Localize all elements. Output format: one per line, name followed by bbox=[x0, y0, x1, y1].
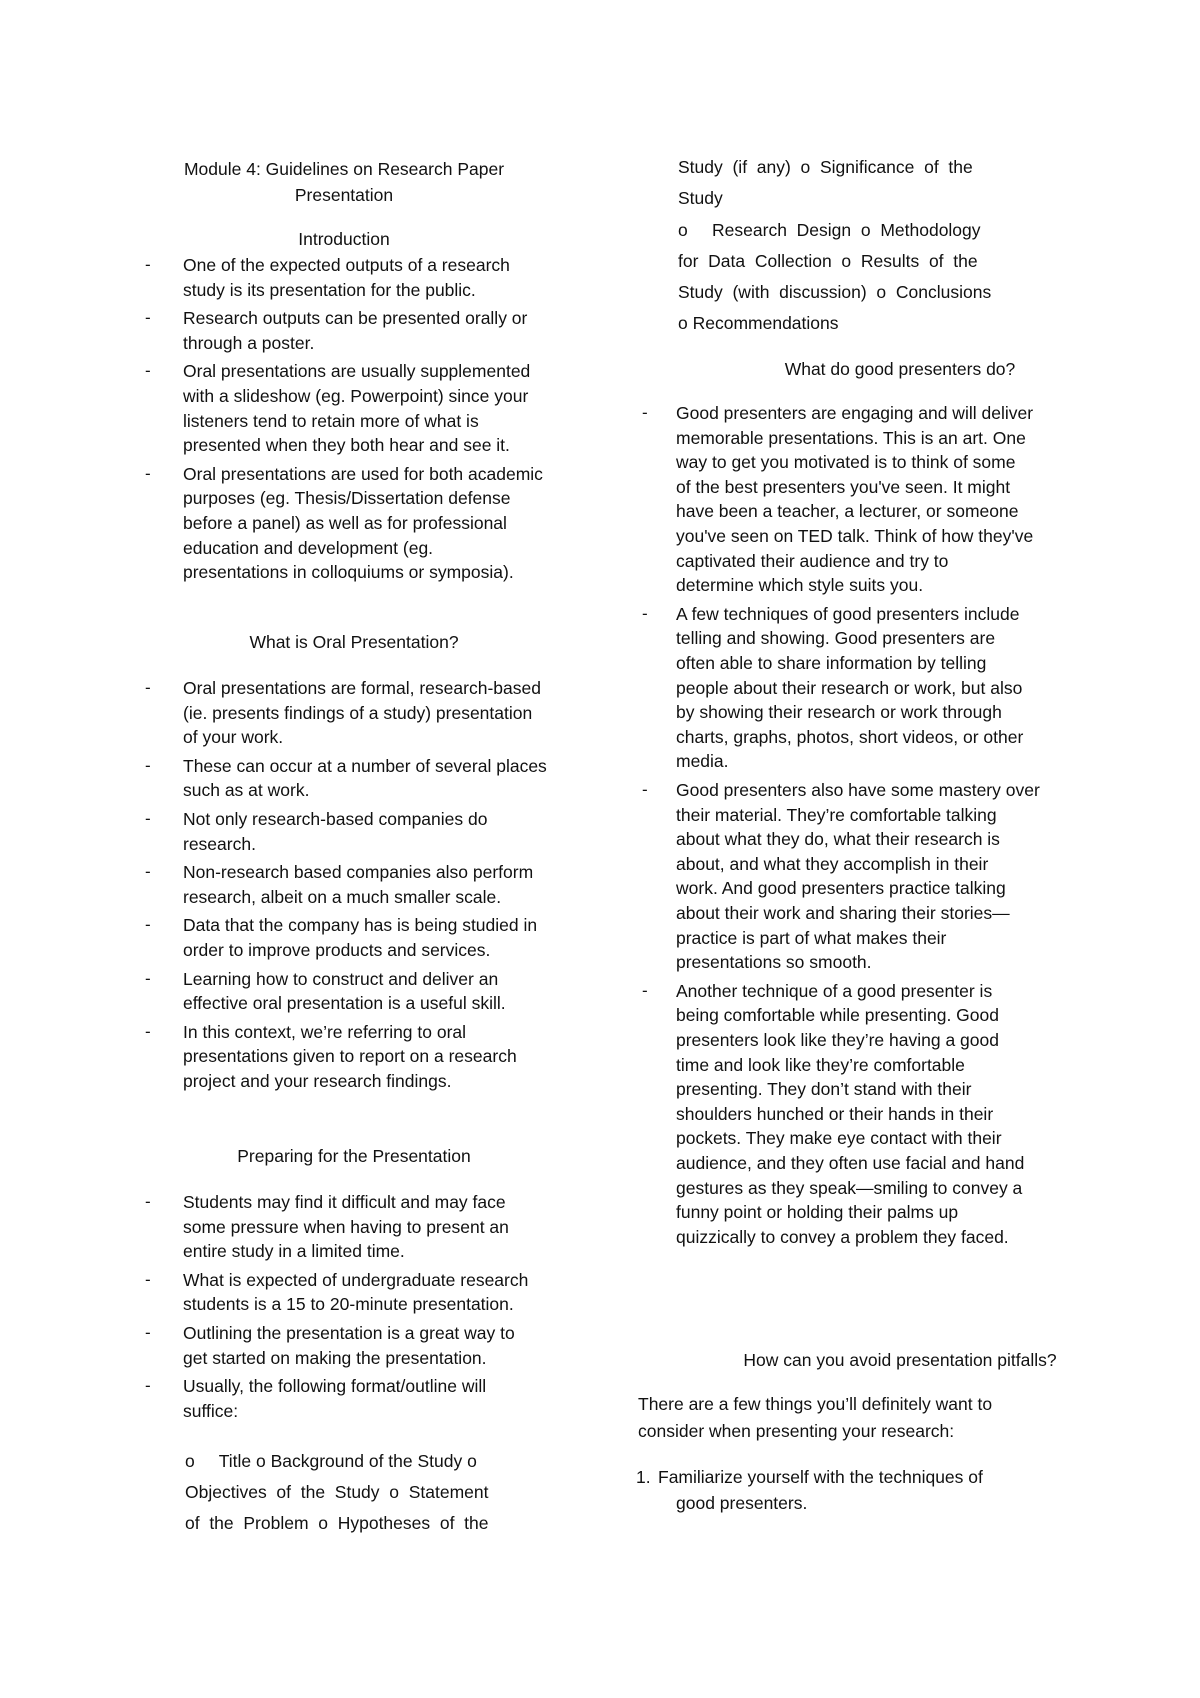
bullet-text: These can occur at a number of several places bbox=[183, 755, 547, 776]
bullet-text: have been a teacher, a lecturer, or someone bbox=[676, 501, 1019, 522]
bullet-dash: - bbox=[145, 463, 151, 483]
outline-line: for Data Collection o Results of the bbox=[678, 251, 978, 271]
bullet-dash: - bbox=[642, 980, 648, 1000]
bullet-text: Oral presentations are formal, research-based bbox=[183, 678, 541, 698]
bullet-text: research, albeit on a much smaller scale. bbox=[183, 886, 502, 907]
bullet-text: media. bbox=[676, 751, 729, 772]
bullet-text: (ie. presents findings of a study) presentation bbox=[183, 702, 533, 723]
page-title: Module 4: Guidelines on Research Paper bbox=[183, 159, 505, 179]
bullet-text: practice is part of what makes their bbox=[676, 927, 947, 948]
bullet-text: captivated their audience and try to bbox=[676, 550, 949, 571]
bullet-text: Data that the company has is being studied in bbox=[183, 915, 538, 936]
outline-line: Objectives of the Study o Statement bbox=[185, 1482, 489, 1502]
bullet-dash: - bbox=[145, 1192, 151, 1211]
bullet-text: presentations in colloquiums or symposia). bbox=[183, 562, 514, 583]
bullet-dash: - bbox=[145, 1269, 151, 1289]
bullet-text: Good presenters are engaging and will deliver bbox=[676, 403, 1034, 423]
outline-line: of the Problem o Hypotheses of the bbox=[185, 1513, 489, 1533]
pitfalls-intro: There are a few things you’ll definitely want to bbox=[638, 1394, 993, 1414]
bullet-text: entire study in a limited time. bbox=[183, 1241, 405, 1262]
bullet-dash: - bbox=[145, 1021, 151, 1041]
bullet-text: In this context, we’re referring to oral bbox=[183, 1021, 467, 1042]
bullet-text: suffice: bbox=[183, 1400, 239, 1421]
bullet-text: education and development (eg. bbox=[183, 537, 434, 558]
outline-line: Study (if any) o Significance of the bbox=[678, 157, 973, 177]
bullet-text: effective oral presentation is a useful skill. bbox=[183, 993, 506, 1014]
bullet-dash: - bbox=[642, 403, 648, 422]
bullet-text: quizzically to convey a problem they faced. bbox=[676, 1226, 1009, 1247]
bullet-text: presenting. They don’t stand with their bbox=[676, 1079, 972, 1100]
bullet-text: presentations given to report on a research bbox=[183, 1046, 517, 1067]
bullet-text: What is expected of undergraduate research bbox=[183, 1269, 529, 1290]
bullet-text: about what they do, what their research is bbox=[676, 829, 1000, 850]
list-number: 1. bbox=[636, 1467, 651, 1487]
bullet-text: Oral presentations are usually supplemented bbox=[183, 361, 531, 382]
bullet-text: memorable presentations. This is an art. One bbox=[676, 427, 1026, 448]
intro-heading: Introduction bbox=[298, 229, 390, 249]
bullet-text: about, and what they accomplish in their bbox=[676, 853, 989, 874]
bullet-text: you've seen on TED talk. Think of how they've bbox=[676, 526, 1034, 546]
bullet-dash: - bbox=[642, 780, 648, 799]
bullet-text: Outlining the presentation is a great way to bbox=[183, 1323, 515, 1343]
outline-line: o Research Design o Methodology bbox=[678, 220, 981, 240]
pitfalls-intro: consider when presenting your research: bbox=[638, 1421, 955, 1441]
bullet-text: way to get you motivated is to think of some bbox=[676, 452, 1016, 473]
bullet-text: before a panel) as well as for professional bbox=[183, 513, 507, 533]
bullet-text: about their work and sharing their stories— bbox=[676, 903, 1010, 923]
bullet-dash: - bbox=[145, 755, 151, 775]
bullet-text: time and look like they’re comfortable bbox=[676, 1054, 965, 1075]
bullet-text: presentations so smooth. bbox=[676, 952, 872, 973]
bullet-text: of the best presenters you've seen. It might bbox=[676, 476, 1011, 497]
bullet-text: Students may find it difficult and may face bbox=[183, 1192, 506, 1212]
bullet-dash: - bbox=[145, 255, 151, 274]
bullet-text: Not only research-based companies do bbox=[183, 809, 488, 829]
numbered-item-text: good presenters. bbox=[676, 1493, 808, 1513]
bullet-text: telling and showing. Good presenters are bbox=[676, 628, 996, 649]
bullet-dash: - bbox=[145, 968, 151, 988]
bullet-text: with a slideshow (eg. Powerpoint) since your bbox=[183, 386, 529, 406]
bullet-text: presenters look like they’re having a good bbox=[676, 1030, 999, 1050]
preparing-heading: Preparing for the Presentation bbox=[237, 1146, 471, 1166]
bullet-text: Non-research based companies also perform bbox=[183, 862, 534, 883]
bullet-text: Usually, the following format/outline will bbox=[183, 1376, 487, 1397]
bullet-dash: - bbox=[145, 1376, 151, 1396]
bullet-text: study is its presentation for the public. bbox=[183, 279, 476, 300]
bullet-dash: - bbox=[145, 862, 151, 882]
bullet-text: project and your research findings. bbox=[183, 1071, 452, 1091]
bullet-text: One of the expected outputs of a research bbox=[183, 255, 510, 275]
bullet-text: Oral presentations are used for both academic bbox=[183, 463, 543, 484]
outline-line: o Recommendations bbox=[678, 313, 839, 333]
bullet-text: purposes (eg. Thesis/Dissertation defense bbox=[183, 488, 511, 509]
bullet-dash: - bbox=[145, 809, 151, 828]
bullet-text: some pressure when having to present an bbox=[183, 1216, 509, 1237]
oral-presentation-heading: What is Oral Presentation? bbox=[249, 632, 459, 652]
bullet-text: work. And good presenters practice talking bbox=[676, 878, 1006, 899]
bullet-text: pockets. They make eye contact with their bbox=[676, 1128, 1002, 1149]
pitfalls-heading: How can you avoid presentation pitfalls? bbox=[743, 1350, 1057, 1370]
bullet-text: Another technique of a good presenter is bbox=[676, 980, 993, 1001]
bullet-text: get started on making the presentation. bbox=[183, 1347, 487, 1368]
bullet-text: through a poster. bbox=[183, 332, 315, 353]
bullet-text: order to improve products and services. bbox=[183, 940, 491, 960]
bullet-dash: - bbox=[145, 361, 151, 381]
numbered-item-text: Familiarize yourself with the techniques of bbox=[658, 1467, 983, 1487]
bullet-text: often able to share information by telling bbox=[676, 653, 987, 673]
bullet-text: A few techniques of good presenters include bbox=[676, 603, 1020, 624]
bullet-text: listeners tend to retain more of what is bbox=[183, 410, 479, 431]
outline-line: o Title o Background of the Study o bbox=[185, 1451, 477, 1471]
bullet-dash: - bbox=[145, 1323, 151, 1342]
bullet-text: being comfortable while presenting. Good bbox=[676, 1005, 999, 1026]
outline-line: Study bbox=[678, 188, 723, 208]
bullet-text: Research outputs can be presented orally or bbox=[183, 308, 528, 329]
bullet-text: such as at work. bbox=[183, 780, 310, 801]
bullet-dash: - bbox=[145, 915, 151, 935]
page-title-line2: Presentation bbox=[294, 185, 394, 205]
bullet-text: students is a 15 to 20-minute presentation. bbox=[183, 1294, 514, 1315]
outline-line: Study (with discussion) o Conclusions bbox=[678, 282, 992, 302]
bullet-dash: - bbox=[145, 678, 151, 697]
bullet-text: determine which style suits you. bbox=[676, 575, 924, 596]
bullet-text: shoulders hunched or their hands in their bbox=[676, 1103, 994, 1124]
bullet-text: funny point or holding their palms up bbox=[676, 1202, 959, 1223]
bullet-text: people about their research or work, but also bbox=[676, 677, 1023, 698]
bullet-text: of your work. bbox=[183, 727, 284, 748]
bullet-text: audience, and they often use facial and hand bbox=[676, 1153, 1025, 1173]
bullet-text: charts, graphs, photos, short videos, or other bbox=[676, 726, 1024, 747]
bullet-text: research. bbox=[183, 833, 256, 854]
bullet-text: presented when they both hear and see it. bbox=[183, 435, 510, 456]
bullet-text: their material. They’re comfortable talking bbox=[676, 804, 997, 825]
bullet-text: gestures as they speak—smiling to convey a bbox=[676, 1177, 1023, 1198]
bullet-dash: - bbox=[145, 308, 151, 328]
bullet-dash: - bbox=[642, 603, 648, 623]
bullet-text: Good presenters also have some mastery over bbox=[676, 780, 1040, 800]
bullet-text: by showing their research or work through bbox=[676, 702, 1002, 723]
good-presenters-heading: What do good presenters do? bbox=[784, 359, 1016, 379]
bullet-text: Learning how to construct and deliver an bbox=[183, 968, 499, 989]
